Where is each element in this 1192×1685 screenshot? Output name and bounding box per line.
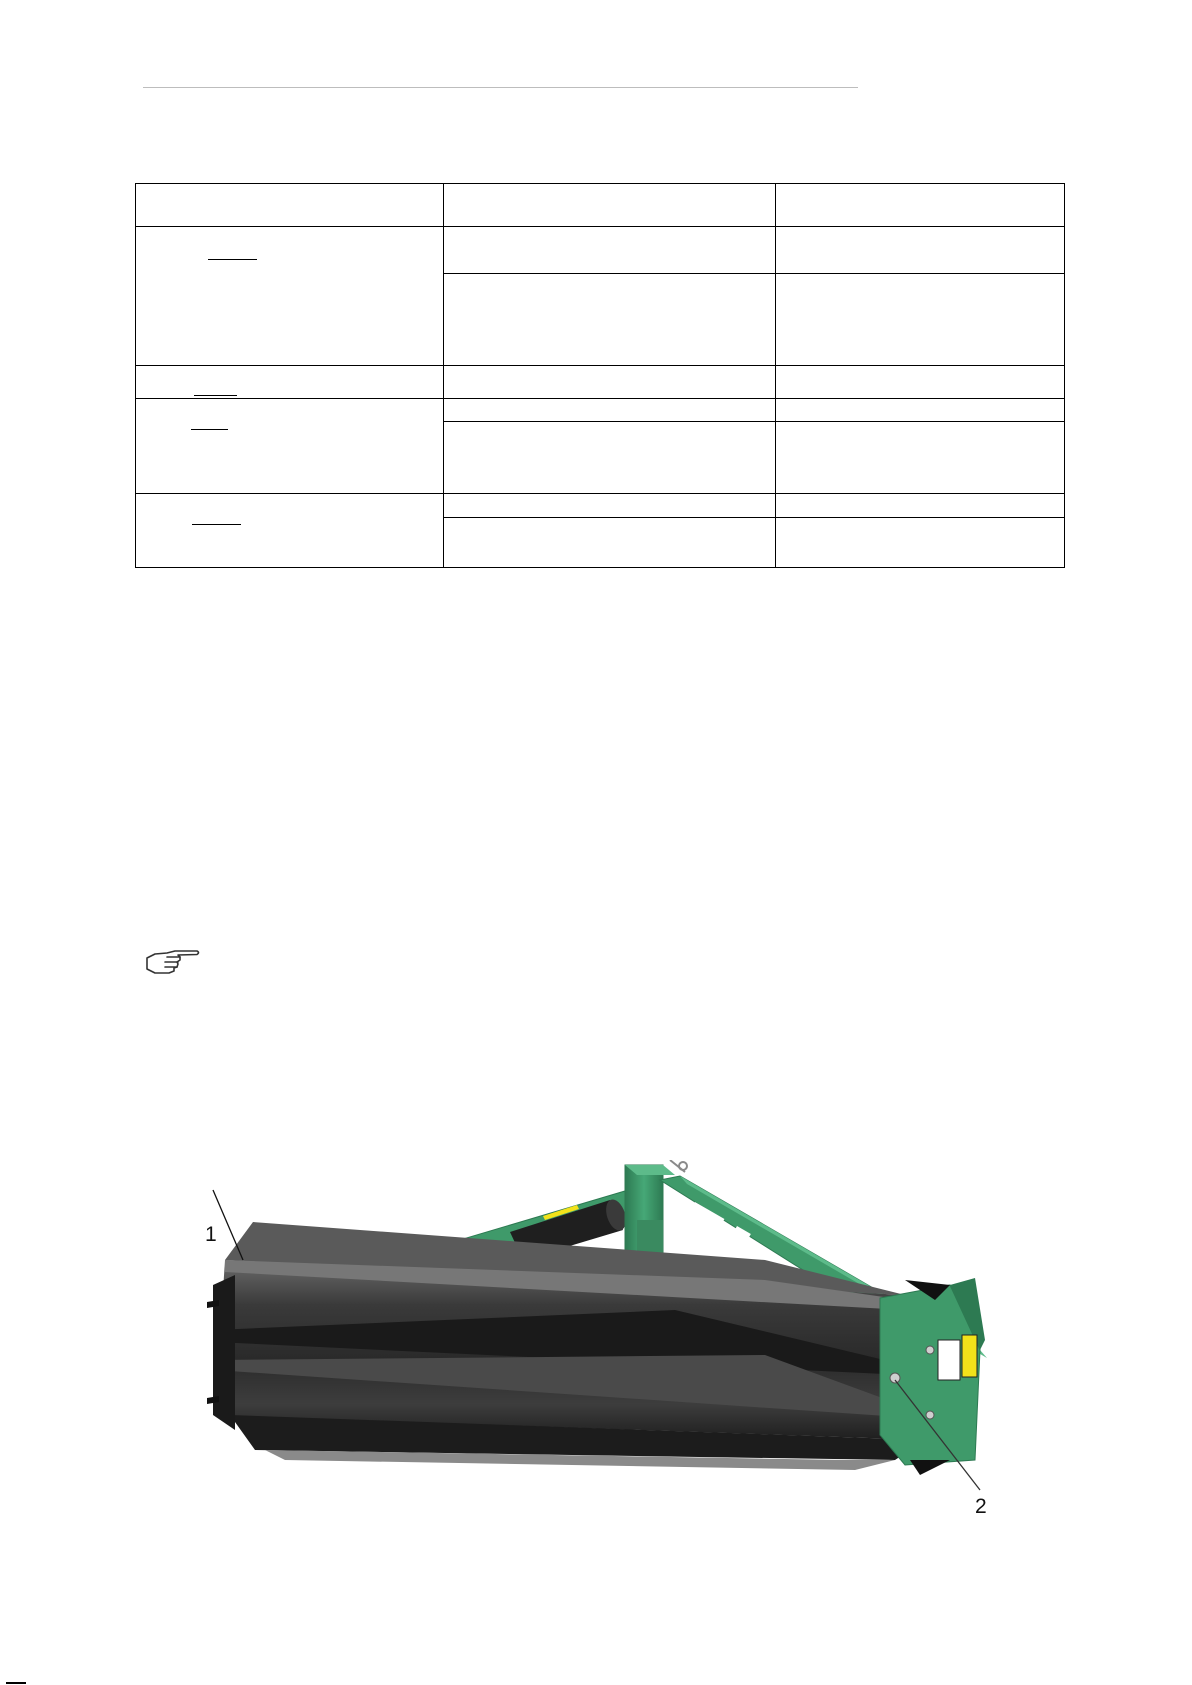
table-header-cell [136, 184, 444, 227]
table-cell [444, 399, 776, 422]
underline-mark [208, 259, 257, 260]
header-rule [143, 87, 858, 88]
table-row [136, 366, 1065, 399]
spec-table [135, 183, 1065, 568]
table-group-cell [136, 494, 444, 568]
table-cell [776, 227, 1065, 274]
roller-end-plate [880, 1278, 985, 1465]
page-corner-mark [6, 1682, 26, 1684]
table-cell [776, 366, 1065, 399]
table-cell [444, 274, 776, 366]
underline-mark [191, 429, 228, 430]
table-cell [776, 518, 1065, 568]
top-pin [670, 1160, 687, 1172]
table-cell [444, 422, 776, 494]
callout-label-2: 2 [975, 1495, 987, 1518]
callout-label-1: 1 [205, 1223, 217, 1246]
pointing-hand-icon [145, 947, 201, 975]
table-row [136, 399, 1065, 422]
table-cell [776, 274, 1065, 366]
table-row [136, 494, 1065, 518]
table-cell [776, 494, 1065, 518]
table-group-cell [136, 399, 444, 494]
table-cell [776, 399, 1065, 422]
table-cell [444, 494, 776, 518]
table-group-cell [136, 366, 444, 399]
table-group-cell [136, 227, 444, 366]
underline-mark [194, 395, 237, 396]
table-cell [776, 422, 1065, 494]
roller-illustration [205, 1160, 1015, 1560]
table-cell [444, 227, 776, 274]
table-row [136, 184, 1065, 227]
table-header-cell [444, 184, 776, 227]
table-cell [444, 366, 776, 399]
underline-mark [192, 524, 241, 525]
table-row [136, 227, 1065, 274]
callout-leader-1 [213, 1190, 243, 1260]
table-cell [444, 518, 776, 568]
table-header-cell [776, 184, 1065, 227]
